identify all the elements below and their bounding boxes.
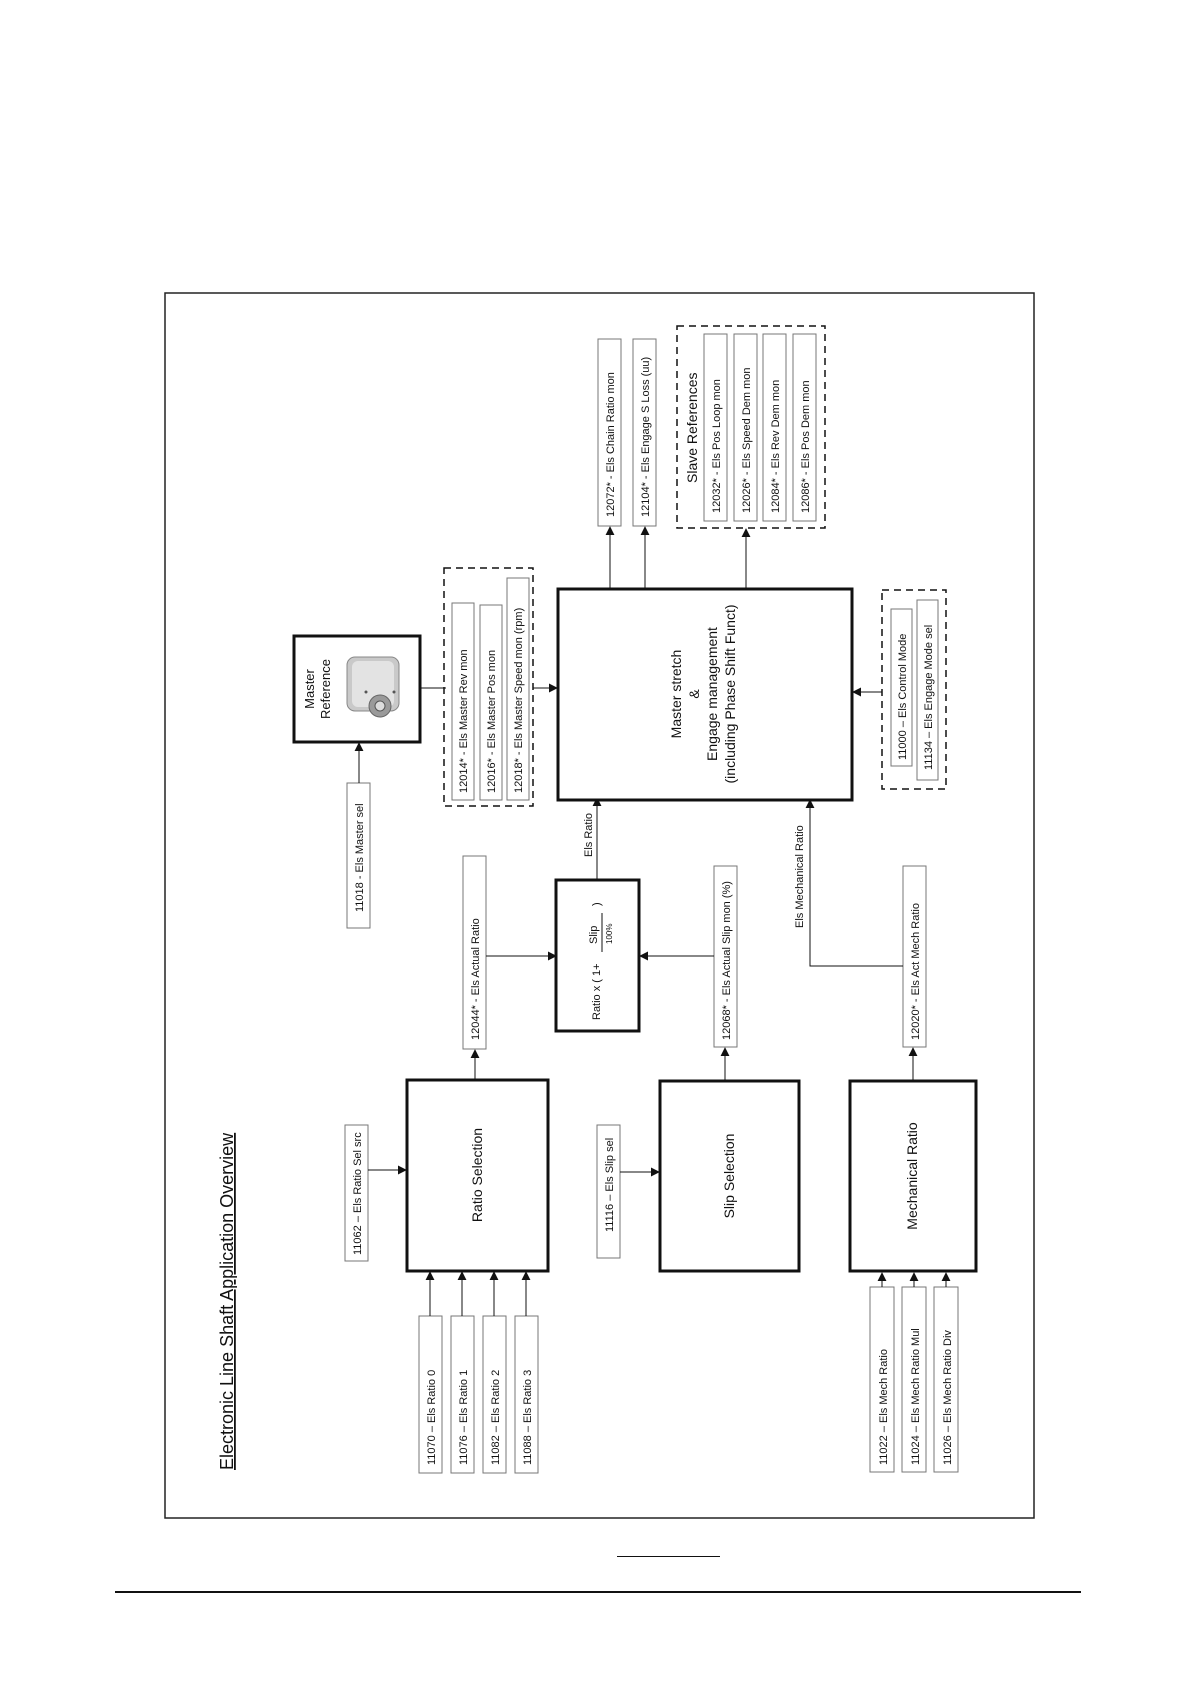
- param-pos-loop-mon: 12032* - Els Pos Loop mon: [711, 379, 723, 513]
- mech-ratio-path: [810, 800, 903, 966]
- param-engage-s-loss: 12104* - Els Engage S Loss (uu): [640, 356, 652, 517]
- param-engage-mode-sel: 11134 – Els Engage Mode sel: [923, 624, 935, 770]
- ratio-selection-label: Ratio Selection: [469, 1127, 485, 1223]
- slave-references-title: Slave References: [684, 372, 700, 483]
- encoder-image: [347, 657, 399, 717]
- master-reference-line-2: Reference: [318, 659, 333, 719]
- ratio-input-arrows: [430, 1272, 526, 1316]
- master-stretch-line-1: Master stretch: [668, 649, 684, 739]
- formula-right: ): [591, 902, 603, 906]
- master-stretch-line-4: (including Phase Shift Funct): [722, 604, 738, 784]
- param-actual-ratio: 12044* - Els Actual Ratio: [470, 918, 482, 1040]
- formula-denominator: 100%: [605, 923, 614, 944]
- param-act-mech-ratio: 12020* - Els Act Mech Ratio: [910, 903, 922, 1040]
- param-pos-dem-mon: 12086* - Els Pos Dem mon: [800, 380, 812, 513]
- param-chain-ratio-mon: 12072* - Els Chain Ratio mon: [605, 372, 617, 517]
- param-mech-ratio-div: 11026 – Els Mech Ratio Div: [942, 1330, 954, 1465]
- param-ratio-0: 11070 – Els Ratio 0: [426, 1369, 438, 1465]
- page-title: Electronic Line Shaft Application Overview: [217, 1132, 237, 1470]
- signal-els-mechanical-ratio: Els Mechanical Ratio: [794, 825, 806, 928]
- ratio-inputs: [419, 1316, 538, 1473]
- param-ratio-2: 11082 – Els Ratio 2: [490, 1369, 502, 1465]
- param-slip-sel: 11116 – Els Slip sel: [604, 1137, 616, 1232]
- param-actual-slip: 12068* - Els Actual Slip mon (%): [721, 881, 733, 1040]
- mechanical-ratio-label: Mechanical Ratio: [904, 1122, 920, 1230]
- param-master-speed-mon: 12018* - Els Master Speed mon (rpm): [513, 607, 525, 793]
- param-mech-ratio-mul: 11024 – Els Mech Ratio Mul: [910, 1328, 922, 1465]
- master-reference-line-1: Master: [302, 669, 317, 709]
- param-master-rev-mon: 12014* - Els Master Rev mon: [458, 649, 470, 793]
- param-mech-ratio: 11022 – Els Mech Ratio: [878, 1349, 890, 1465]
- master-stretch-line-2: &: [686, 689, 702, 699]
- formula-left: Ratio x ( 1+: [591, 963, 603, 1020]
- param-speed-dem-mon: 12026* - Els Speed Dem mon: [741, 367, 753, 513]
- param-rev-dem-mon: 12084* - Els Rev Dem mon: [770, 379, 782, 513]
- mech-input-arrows: [882, 1273, 946, 1287]
- slip-selection-label: Slip Selection: [721, 1133, 737, 1219]
- param-ratio-3: 11088 – Els Ratio 3: [522, 1369, 534, 1465]
- page-number-rule: [617, 1556, 720, 1557]
- mech-inputs: [870, 1287, 958, 1472]
- param-master-sel: 11018 - Els Master sel: [354, 803, 366, 912]
- signal-els-ratio: Els Ratio: [583, 812, 595, 857]
- master-stretch-line-3: Engage management: [704, 627, 720, 761]
- formula-numerator: Slip: [588, 925, 600, 944]
- param-master-pos-mon: 12016* - Els Master Pos mon: [486, 649, 498, 793]
- footer-rule: [115, 1591, 1081, 1593]
- param-ratio-sel-src: 11062 – Els Ratio Sel src: [352, 1132, 364, 1255]
- param-ratio-1: 11076 – Els Ratio 1: [458, 1369, 470, 1465]
- param-control-mode: 11000 – Els Control Mode: [897, 633, 909, 760]
